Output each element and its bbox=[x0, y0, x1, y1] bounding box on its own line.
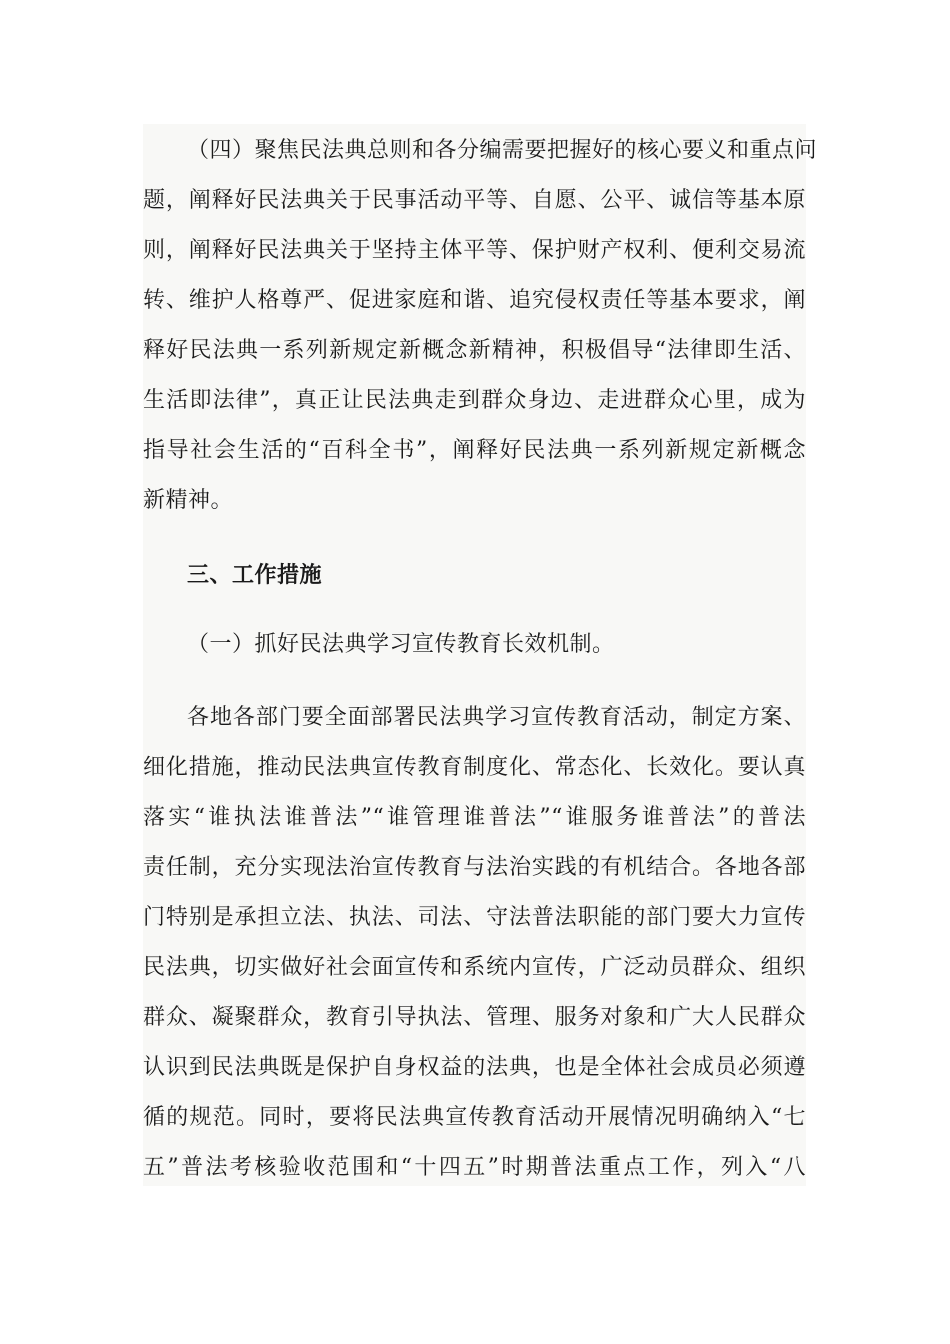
paragraph-line: 认识到民法典既是保护自身权益的法典，也是全体社会成员必须遵 bbox=[143, 1055, 806, 1080]
paragraph-line: （四）聚焦民法典总则和各分编需要把握好的核心要义和重点问 bbox=[187, 138, 818, 163]
paragraph-line: 群众、凝聚群众，教育引导执法、管理、服务对象和广大人民群众 bbox=[143, 1005, 806, 1030]
paragraph-line: 各地各部门要全面部署民法典学习宣传教育活动，制定方案、 bbox=[187, 705, 806, 730]
paragraph-line: 门特别是承担立法、执法、司法、守法普法职能的部门要大力宣传 bbox=[143, 905, 806, 930]
paragraph-line: 落实“谁执法谁普法”“谁管理谁普法”“谁服务谁普法”的普法 bbox=[143, 805, 806, 830]
paragraph-line: 循的规范。同时，要将民法典宣传教育活动开展情况明确纳入“七 bbox=[143, 1105, 806, 1130]
paragraph-line: 五”普法考核验收范围和“十四五”时期普法重点工作，列入“八 bbox=[143, 1155, 806, 1180]
paragraph-line: 民法典，切实做好社会面宣传和系统内宣传，广泛动员群众、组织 bbox=[143, 955, 806, 980]
paragraph-line: 转、维护人格尊严、促进家庭和谐、追究侵权责任等基本要求，阐 bbox=[143, 288, 806, 313]
paragraph-line: 生活即法律”，真正让民法典走到群众身边、走进群众心里，成为 bbox=[143, 388, 806, 413]
paragraph-line: 责任制，充分实现法治宣传教育与法治实践的有机结合。各地各部 bbox=[143, 855, 806, 880]
paragraph-line: 细化措施，推动民法典宣传教育制度化、常态化、长效化。要认真 bbox=[143, 755, 806, 780]
paragraph-line: 则，阐释好民法典关于坚持主体平等、保护财产权利、便利交易流 bbox=[143, 238, 806, 263]
paragraph-line: 释好民法典一系列新规定新概念新精神，积极倡导“法律即生活、 bbox=[143, 338, 806, 363]
section-heading: 三、工作措施 bbox=[187, 562, 323, 588]
paragraph-line: 新精神。 bbox=[143, 488, 234, 513]
subsection-heading: （一）抓好民法典学习宣传教育长效机制。 bbox=[187, 632, 615, 657]
paragraph-line: 题，阐释好民法典关于民事活动平等、自愿、公平、诚信等基本原 bbox=[143, 188, 806, 213]
paragraph-line: 指导社会生活的“百科全书”，阐释好民法典一系列新规定新概念 bbox=[143, 438, 806, 463]
